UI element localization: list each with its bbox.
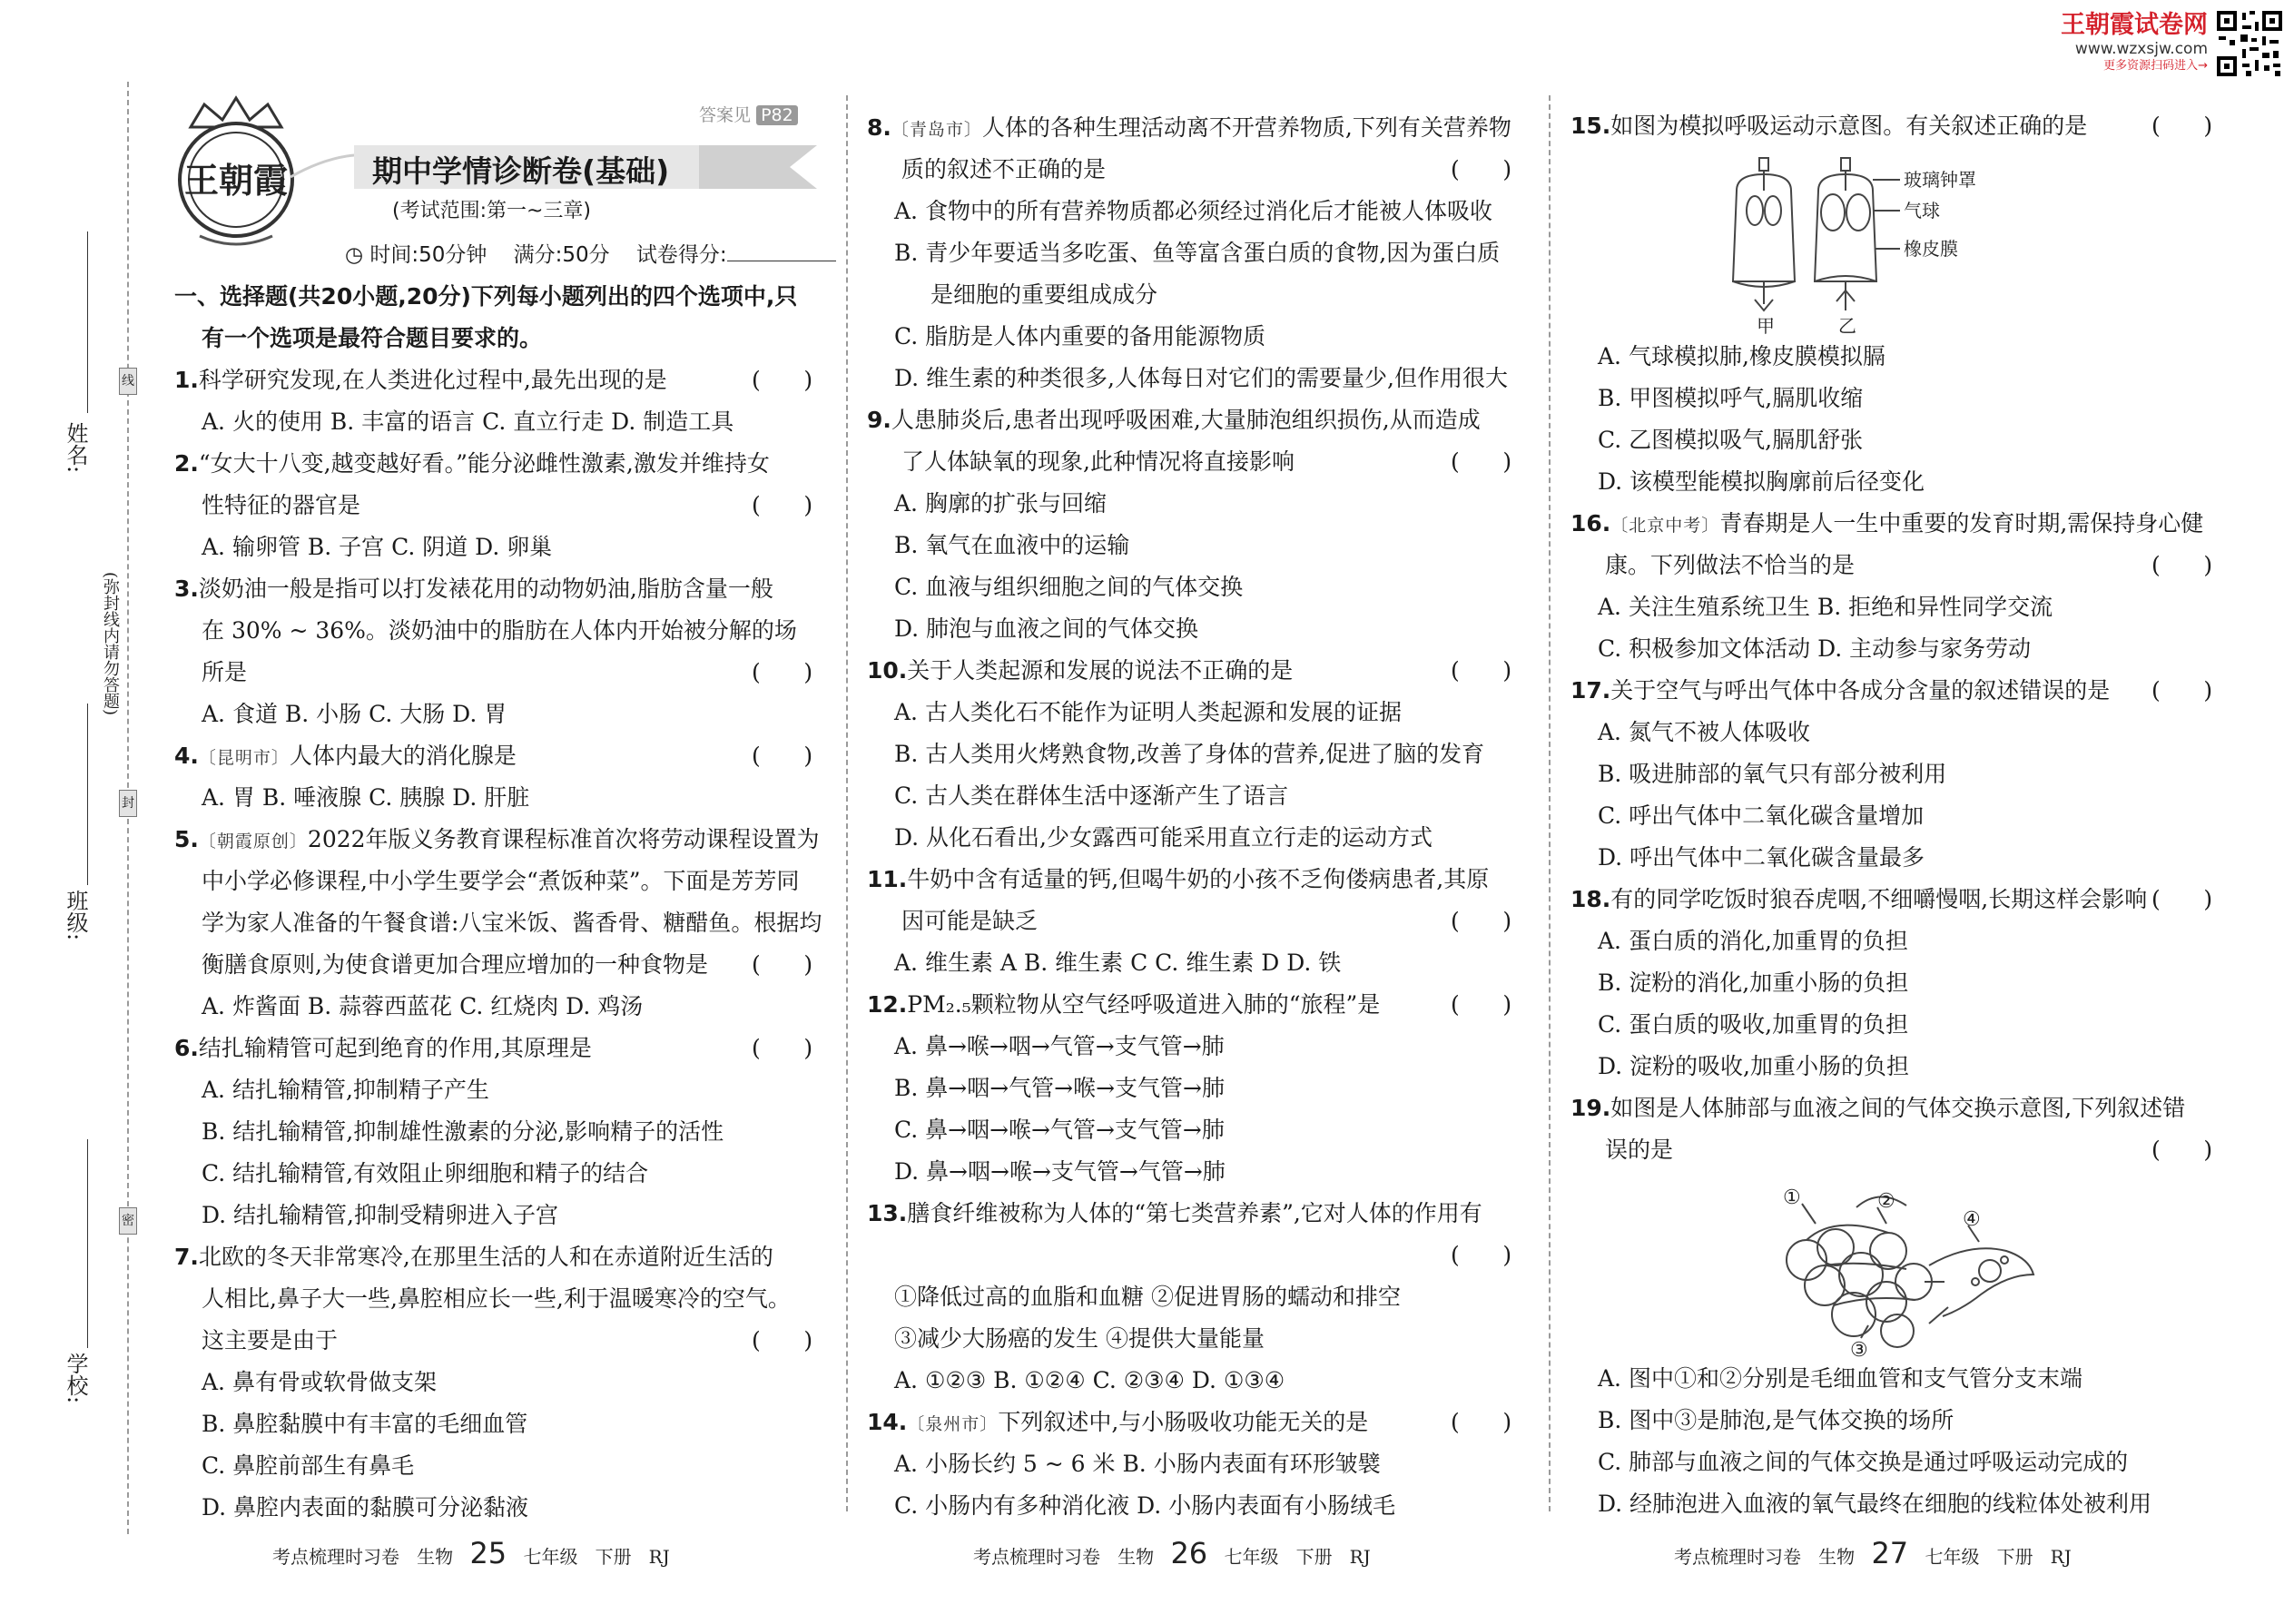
answer-blank[interactable]: ( ) [752, 659, 813, 685]
question-stem-continued [202, 861, 800, 902]
answer-option[interactable]: ③减少大肠癌的发生 ④提供大量能量 [894, 1325, 1265, 1352]
question-stem [174, 359, 667, 401]
question-text: 膳食纤维被称为人体的“第七类营养素”,它对人体的作用有 [907, 1200, 1482, 1226]
source-tag: 〔北京中考〕 [1610, 516, 1720, 536]
seal-mark: 线 [119, 368, 137, 395]
paper-title: 期中学情诊断卷(基础) [372, 153, 670, 189]
answer-option[interactable]: B. 淀粉的消化,加重小肠的负担 [1598, 969, 1909, 996]
question-stem-continued [202, 1320, 338, 1362]
answer-option[interactable]: A. 火的使用 B. 丰富的语言 C. 直立行走 D. 制造工具 [202, 408, 734, 435]
label-yi: 乙 [1838, 315, 1856, 336]
question-stem [1570, 503, 2203, 546]
label-jia: 甲 [1757, 315, 1775, 336]
footer-series: 考点梳理时习卷 [272, 1546, 399, 1568]
footer-grade: 七年级 [1925, 1546, 1980, 1568]
question-text: 如图是人体肺部与血液之间的气体交换示意图,下列叙述错 [1610, 1095, 2186, 1121]
answer-option[interactable]: C. 呼出气体中二氧化碳含量增加 [1598, 802, 1925, 829]
question-text: 淡奶油一般是指可以打发裱花用的动物奶油,脂肪含量一般 [198, 576, 773, 602]
answer-option[interactable]: C. 鼻→咽→喉→气管→支气管→肺 [894, 1117, 1225, 1143]
question-number: 4. [174, 743, 199, 769]
label-glass-bell: 玻璃钟罩 [1904, 169, 1976, 191]
answer-option[interactable]: D. 淀粉的吸收,加重小肠的负担 [1598, 1053, 1909, 1079]
exam-scope: (考试范围:第一~三章) [392, 200, 592, 222]
label-rubber-membrane: 橡皮膜 [1904, 238, 1958, 260]
answer-blank[interactable]: ( ) [752, 1327, 813, 1353]
question-text: 关于人类起源和发展的说法不正确的是 [907, 657, 1294, 684]
column-divider [1549, 95, 1551, 1511]
footer-subject: 生物 [1818, 1546, 1856, 1568]
seal-mark: 封 [119, 790, 137, 817]
question-number: 15. [1570, 113, 1611, 139]
answer-option[interactable]: B. 古人类用火烤熟食物,改善了身体的营养,促进了脑的发育 [894, 741, 1485, 767]
answer-blank[interactable]: ( ) [1451, 1242, 1512, 1268]
answer-option[interactable]: A. 食道 B. 小肠 C. 大肠 D. 胃 [202, 701, 507, 727]
question-stem [867, 107, 1511, 151]
answer-option[interactable]: B. 鼻腔黏膜中有丰富的毛细血管 [202, 1411, 528, 1437]
answer-option[interactable]: D. 肺泡与血液之间的气体交换 [894, 615, 1199, 642]
answer-option[interactable]: C. 脂肪是人体内重要的备用能源物质 [894, 323, 1266, 349]
question-number: 16. [1570, 510, 1611, 536]
answer-option[interactable]: ①降低过高的血脂和血糖 ②促进胃肠的蠕动和排空 [894, 1284, 1401, 1310]
answer-option[interactable]: D. 鼻腔内表面的黏膜可分泌黏液 [202, 1494, 529, 1521]
score-label: 试卷得分: [635, 243, 727, 267]
qr-code-icon[interactable] [2215, 9, 2284, 78]
clock-icon: ◷ [345, 243, 364, 267]
answer-option[interactable]: A. 炸酱面 B. 蒜蓉西蓝花 C. 红烧肉 D. 鸡汤 [202, 993, 644, 1019]
question-stem [1570, 670, 2110, 712]
label-balloon: 气球 [1904, 200, 1940, 221]
question-text: 这主要是由于 [202, 1327, 339, 1353]
school-label: 学校: [63, 1353, 88, 1404]
question-text: 人体的各种生理活动离不开营养物质,下列有关营养物 [981, 114, 1511, 141]
question-number: 2. [174, 450, 199, 477]
question-stem [174, 443, 770, 485]
answer-option[interactable]: C. 肺部与血液之间的气体交换是通过呼吸运动完成的 [1598, 1449, 2129, 1475]
brand-block [2026, 11, 2208, 74]
answer-blank[interactable]: ( ) [1451, 991, 1512, 1018]
class-label: 班级: [63, 890, 88, 941]
exam-full-score: 满分:50分 [513, 243, 610, 267]
footer-term: 下册 [1996, 1546, 2033, 1568]
source-tag: 〔青岛市〕 [891, 120, 982, 140]
question-text: 所是 [202, 659, 248, 685]
brand-name: 王朝霞试卷网 [2061, 11, 2208, 39]
question-number: 8. [867, 114, 891, 141]
question-stem [867, 399, 1481, 441]
binding-notice: (弥封线内请勿答题) [101, 572, 120, 716]
exam-time: 时间:50分钟 [369, 243, 487, 267]
answer-reference [699, 102, 798, 126]
question-text: 人相比,鼻子大一些,鼻腔相应长一些,利于温暖寒冷的空气。 [202, 1285, 791, 1312]
question-number: 1. [174, 367, 199, 393]
question-text: 牛奶中含有适量的钙,但喝牛奶的小孩不乏佝偻病患者,其原 [907, 866, 1490, 892]
answer-blank[interactable]: ( ) [2151, 1137, 2213, 1163]
question-text: 在 30% ~ 36%。淡奶油中的脂肪在人体内开始被分解的场 [202, 617, 797, 644]
brand-url[interactable]: www.wzxsjw.com [2074, 40, 2208, 58]
answer-option[interactable]: A. 气球模拟肺,橡皮膜模拟膈 [1598, 343, 1885, 369]
question-text: 北欧的冬天非常寒冷,在那里生活的人和在赤道附近生活的 [198, 1244, 773, 1270]
question-number: 6. [174, 1035, 199, 1061]
question-stem-continued [202, 652, 247, 694]
page-footer [973, 1536, 1371, 1570]
question-text: 中小学必修课程,中小学生要学会“煮饭种菜”。下面是芳芳同 [202, 868, 800, 894]
question-text: 青春期是人一生中重要的发育时期,需保持身心健 [1719, 510, 2204, 536]
breathing-model-figure [1729, 154, 2074, 336]
answer-blank[interactable]: ( ) [2151, 113, 2213, 139]
answer-blank[interactable]: ( ) [2151, 886, 2213, 912]
answer-option[interactable]: A. 食物中的所有营养物质都必须经过消化后才能被人体吸收 [894, 198, 1492, 224]
question-stem-continued [202, 1278, 791, 1320]
answer-option[interactable]: D. 该模型能模拟胸廓前后径变化 [1598, 468, 1925, 495]
question-stem-continued [202, 485, 360, 527]
marker-2: ② [1877, 1190, 1895, 1213]
question-number: 17. [1570, 677, 1611, 704]
answer-option[interactable]: C. 小肠内有多种消化液 D. 小肠内表面有小肠绒毛 [894, 1492, 1396, 1519]
footer-term: 下册 [595, 1546, 632, 1568]
question-stem [867, 984, 1380, 1026]
question-text: 误的是 [1605, 1137, 1674, 1163]
answer-blank[interactable]: ( ) [752, 1035, 813, 1061]
question-stem [867, 650, 1293, 692]
question-text: 质的叙述不正确的是 [901, 156, 1107, 182]
question-number: 14. [867, 1409, 908, 1435]
footer-series: 考点梳理时习卷 [1674, 1546, 1801, 1568]
question-stem-continued [1605, 545, 1855, 586]
footer-edition: RJ [1349, 1546, 1371, 1568]
answer-option[interactable]: B. 图中③是肺泡,是气体交换的场所 [1598, 1407, 1954, 1433]
question-text: 康。下列做法不恰当的是 [1605, 552, 1856, 578]
answer-option[interactable]: D. 从化石看出,少女露西可能采用直立行走的运动方式 [894, 824, 1433, 851]
answer-option[interactable]: D. 呼出气体中二氧化碳含量最多 [1598, 844, 1925, 871]
question-text: 因可能是缺乏 [901, 908, 1039, 934]
brand-tagline: 更多资源扫码进入→ [2103, 59, 2208, 73]
question-stem-continued [901, 441, 1295, 483]
answer-option[interactable]: D. 经肺泡进入血液的氧气最终在细胞的线粒体处被利用 [1598, 1491, 2152, 1517]
question-text: 了人体缺氧的现象,此种情况将直接影响 [901, 448, 1295, 475]
answer-option[interactable]: A. 图中①和②分别是毛细血管和支气管分支末端 [1598, 1365, 2082, 1392]
answer-option[interactable]: A. 鼻→喉→咽→气管→支气管→肺 [894, 1033, 1225, 1059]
question-number: 10. [867, 657, 908, 684]
answer-option[interactable]: A. 关注生殖系统卫生 B. 拒绝和异性同学交流 [1598, 594, 2053, 620]
answer-option[interactable]: D. 维生素的种类很多,人体每日对它们的需要量少,但作用很大 [894, 365, 1508, 391]
answer-option[interactable]: B. 鼻→咽→气管→喉→支气管→肺 [894, 1075, 1226, 1101]
answer-option[interactable]: C. 结扎输精管,有效阻止卵细胞和精子的结合 [202, 1160, 649, 1186]
question-text: PM₂.₅颗粒物从空气经呼吸道进入肺的“旅程”是 [907, 991, 1381, 1018]
question-stem [867, 1193, 1482, 1235]
answer-option[interactable]: A. 胃 B. 唾液腺 C. 胰腺 D. 肝脏 [202, 784, 530, 811]
question-text: 科学研究发现,在人类进化过程中,最先出现的是 [198, 367, 667, 393]
question-text: “女大十八变,越变越好看。”能分泌雌性激素,激发并维持女 [198, 450, 770, 477]
answer-blank[interactable]: ( ) [1451, 448, 1512, 475]
answer-option[interactable]: A. 胸廓的扩张与回缩 [894, 490, 1107, 517]
question-stem-continued [202, 902, 822, 944]
answer-option[interactable]: A. 维生素 A B. 维生素 C C. 维生素 D D. 铁 [894, 950, 1342, 976]
question-stem [174, 1028, 592, 1069]
question-number: 12. [867, 991, 908, 1018]
answer-option[interactable]: C. 蛋白质的吸收,加重胃的负担 [1598, 1011, 1909, 1038]
answer-blank[interactable]: ( ) [752, 951, 813, 978]
answer-option[interactable]: A. 古人类化石不能作为证明人类起源和发展的证据 [894, 699, 1402, 725]
question-text: 下列叙述中,与小肠吸收功能无关的是 [998, 1409, 1369, 1435]
footer-grade: 七年级 [523, 1546, 578, 1568]
question-stem-continued [202, 610, 797, 652]
question-text: 2022年版义务教育课程标准首次将劳动课程设置为 [307, 826, 820, 852]
question-number: 5. [174, 826, 199, 852]
seal-mark: 密 [119, 1207, 137, 1235]
answer-blank[interactable]: ( ) [752, 367, 813, 393]
page-number: 25 [469, 1536, 507, 1570]
answer-option[interactable]: C. 积极参加文体活动 D. 主动参与家务劳动 [1598, 635, 2032, 662]
question-number: 13. [867, 1200, 908, 1226]
answer-option[interactable]: A. ①②③ B. ①②④ C. ②③④ D. ①③④ [894, 1367, 1285, 1393]
footer-edition: RJ [2050, 1546, 2072, 1568]
footer-subject: 生物 [417, 1546, 454, 1568]
answer-option[interactable]: 是细胞的重要组成成分 [930, 281, 1158, 308]
answer-ref-label: 答案见 [699, 105, 752, 125]
marker-4: ④ [1963, 1208, 1981, 1231]
question-stem-continued [901, 149, 1106, 191]
question-stem [174, 735, 517, 779]
footer-subject: 生物 [1117, 1546, 1155, 1568]
answer-option[interactable]: B. 青少年要适当多吃蛋、鱼等富含蛋白质的食物,因为蛋白质 [894, 240, 1501, 266]
answer-blank[interactable]: ( ) [752, 492, 813, 518]
footer-edition: RJ [648, 1546, 670, 1568]
class-blank[interactable] [87, 704, 88, 885]
question-number: 19. [1570, 1095, 1611, 1121]
answer-blank[interactable]: ( ) [1451, 908, 1512, 934]
question-text: 衡膳食原则,为使食谱更加合理应增加的一种食物是 [202, 951, 708, 978]
question-stem [1570, 1088, 2185, 1129]
exam-meta [345, 238, 836, 268]
question-stem-continued [1605, 1129, 1673, 1171]
page-footer [1674, 1536, 2072, 1570]
source-tag: 〔泉州市〕 [907, 1414, 999, 1434]
answer-blank[interactable]: ( ) [2151, 552, 2213, 578]
answer-blank[interactable]: ( ) [752, 743, 813, 769]
answer-ref-page: P82 [756, 105, 798, 125]
answer-blank[interactable]: ( ) [1451, 1409, 1512, 1435]
question-number: 18. [1570, 886, 1611, 912]
question-number: 11. [867, 866, 908, 892]
answer-option[interactable]: A. 小肠长约 5 ~ 6 米 B. 小肠内表面有环形皱襞 [894, 1451, 1381, 1477]
student-name-label: 姓名: [63, 422, 88, 474]
question-number: 9. [867, 407, 891, 433]
source-tag: 〔朝霞原创〕 [198, 832, 308, 851]
student-name-blank[interactable] [87, 231, 88, 413]
question-number: 7. [174, 1244, 199, 1270]
answer-blank[interactable]: ( ) [2151, 677, 2213, 704]
question-stem [1570, 879, 2147, 920]
question-stem [1570, 105, 2087, 147]
question-text: 结扎输精管可起到绝育的作用,其原理是 [198, 1035, 592, 1061]
answer-option[interactable]: C. 血液与组织细胞之间的气体交换 [894, 574, 1244, 600]
marker-3: ③ [1850, 1339, 1868, 1360]
answer-option[interactable]: C. 鼻腔前部生有鼻毛 [202, 1452, 415, 1479]
answer-option[interactable]: B. 结扎输精管,抑制雄性激素的分泌,影响精子的活性 [202, 1118, 724, 1145]
answer-option[interactable]: B. 氧气在血液中的运输 [894, 532, 1130, 558]
answer-option[interactable]: C. 古人类在群体生活中逐渐产生了语言 [894, 782, 1289, 809]
question-stem [174, 1236, 773, 1278]
school-blank[interactable] [87, 1139, 88, 1348]
source-tag: 〔昆明市〕 [198, 748, 290, 768]
footer-grade: 七年级 [1224, 1546, 1279, 1568]
question-text: 如图为模拟呼吸运动示意图。有关叙述正确的是 [1610, 113, 2088, 139]
answer-blank[interactable]: ( ) [1451, 657, 1512, 684]
footer-term: 下册 [1295, 1546, 1333, 1568]
alveoli-figure [1770, 1187, 2061, 1360]
question-text: 人体内最大的消化腺是 [289, 743, 517, 769]
question-text: 学为家人准备的午餐食谱:八宝米饭、酱香骨、糖醋鱼。根据均 [202, 910, 822, 936]
answer-option[interactable]: B. 甲图模拟呼气,膈肌收缩 [1598, 385, 1864, 411]
footer-series: 考点梳理时习卷 [973, 1546, 1100, 1568]
answer-option[interactable]: D. 结扎输精管,抑制受精卵进入子宫 [202, 1202, 558, 1228]
question-stem [174, 568, 773, 610]
question-text: 性特征的器官是 [202, 492, 361, 518]
answer-blank[interactable]: ( ) [1451, 156, 1512, 182]
marker-1: ① [1783, 1187, 1801, 1209]
page-footer [272, 1536, 670, 1570]
section-heading: 有一个选项是最符合题目要求的。 [202, 325, 543, 351]
question-stem-continued [901, 901, 1038, 942]
answer-option[interactable]: C. 乙图模拟吸气,膈肌舒张 [1598, 427, 1864, 453]
page-number: 26 [1170, 1536, 1208, 1570]
answer-option[interactable]: A. 鼻有骨或软骨做支架 [202, 1369, 437, 1395]
answer-option[interactable]: A. 蛋白质的消化,加重胃的负担 [1598, 928, 1908, 954]
question-text: 人患肺炎后,患者出现呼吸困难,大量肺泡组织损伤,从而造成 [891, 407, 1481, 433]
question-text: 关于空气与呼出气体中各成分含量的叙述错误的是 [1610, 677, 2111, 704]
question-stem [174, 819, 820, 862]
answer-option[interactable]: B. 吸进肺部的氧气只有部分被利用 [1598, 761, 1947, 787]
svg-text:王朝霞: 王朝霞 [183, 160, 289, 201]
page-number: 27 [1871, 1536, 1909, 1570]
answer-option[interactable]: A. 输卵管 B. 子宫 C. 阴道 D. 卵巢 [202, 534, 553, 560]
question-number: 3. [174, 576, 199, 602]
answer-option[interactable]: A. 结扎输精管,抑制精子产生 [202, 1077, 489, 1103]
column-divider [846, 95, 848, 1511]
section-heading: 一、选择题(共20小题,20分)下列每小题列出的四个选项中,只 [174, 283, 798, 310]
question-stem [867, 859, 1489, 901]
question-text: 有的同学吃饭时狼吞虎咽,不细嚼慢咽,长期这样会影响 [1610, 886, 2148, 912]
answer-option[interactable]: A. 氮气不被人体吸收 [1598, 719, 1810, 745]
question-stem [867, 1402, 1368, 1445]
answer-option[interactable]: D. 鼻→咽→喉→支气管→气管→肺 [894, 1158, 1226, 1185]
question-stem-continued [202, 944, 708, 986]
